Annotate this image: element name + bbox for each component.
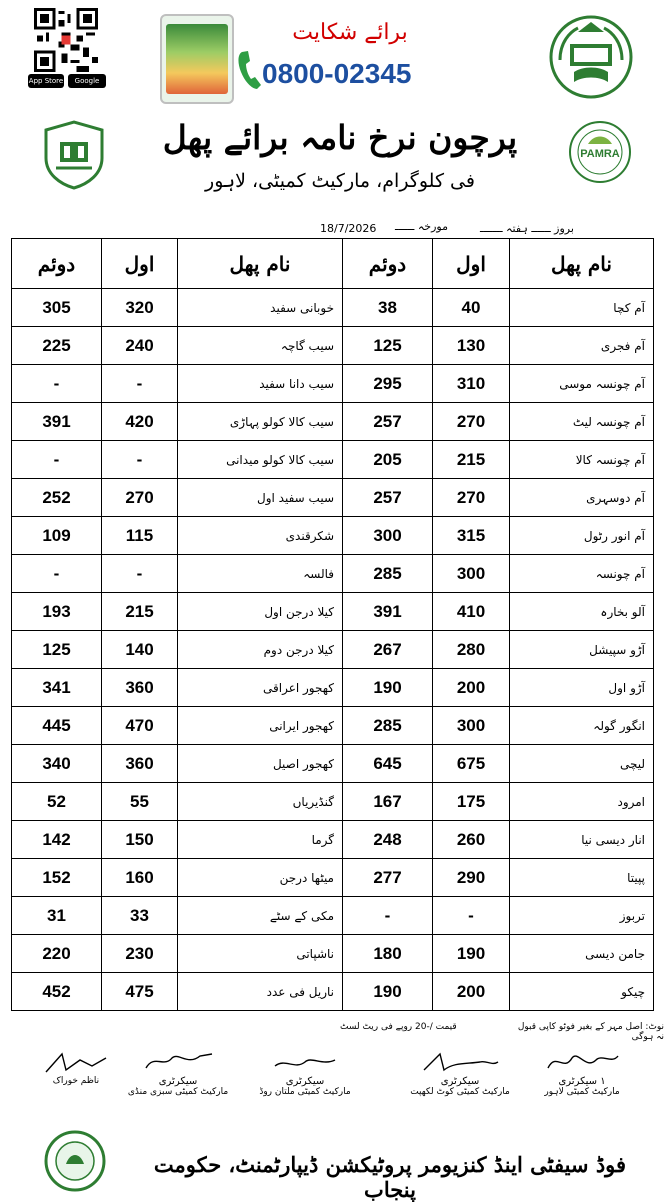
price-second: 252	[12, 479, 102, 517]
price-first: 300	[433, 707, 510, 745]
fruit-name: ناشپاتی	[178, 935, 343, 973]
table-row	[12, 669, 654, 707]
price-second: 257	[343, 403, 433, 441]
fruit-name: کھجور اصیل	[178, 745, 343, 783]
price-second: 248	[343, 821, 433, 859]
price-second: -	[12, 441, 102, 479]
price-second: 225	[12, 327, 102, 365]
table-row	[12, 593, 654, 631]
price-second: 205	[343, 441, 433, 479]
price-second: 125	[343, 327, 433, 365]
fruit-name: چیکو	[510, 973, 654, 1011]
price-second: 31	[12, 897, 102, 935]
price-second: 190	[343, 973, 433, 1011]
price-first: 215	[102, 593, 178, 631]
app-store-badge[interactable]: App Store	[28, 74, 64, 88]
price-first: 130	[433, 327, 510, 365]
fruit-name: آم چونسہ لیٹ	[510, 403, 654, 441]
price-first: 470	[102, 707, 178, 745]
page-subtitle: فی کلوگرام، مارکیٹ کمیٹی، لاہور	[205, 170, 475, 192]
table-row	[12, 403, 654, 441]
price-first: 150	[102, 821, 178, 859]
price-first: 200	[433, 973, 510, 1011]
table-row	[12, 707, 654, 745]
price-first: -	[433, 897, 510, 935]
app-phone-image	[160, 14, 234, 104]
price-first: 675	[433, 745, 510, 783]
price-second: 142	[12, 821, 102, 859]
price-first: -	[102, 555, 178, 593]
price-second: 391	[343, 593, 433, 631]
fruit-name: سیب دانا سفید	[178, 365, 343, 403]
fruit-name: گنڈیریاں	[178, 783, 343, 821]
price-second: 645	[343, 745, 433, 783]
fruit-name: سیب گاچہ	[178, 327, 343, 365]
price-first: 270	[433, 403, 510, 441]
table-row	[12, 327, 654, 365]
price-first: 190	[433, 935, 510, 973]
price-second: -	[12, 365, 102, 403]
food-safety-logo	[44, 1130, 106, 1192]
price-first: 260	[433, 821, 510, 859]
price-first: 175	[433, 783, 510, 821]
fruit-name: انار دیسی نیا	[510, 821, 654, 859]
fruit-name: لیچی	[510, 745, 654, 783]
fruit-name: جامن دیسی	[510, 935, 654, 973]
google-play-badge[interactable]: Google Play	[68, 74, 106, 88]
signature-mark	[420, 1048, 500, 1076]
price-second: 193	[12, 593, 102, 631]
header-first-left: اول	[102, 239, 178, 289]
header-name-left: نام پھل	[178, 239, 343, 289]
pamra-logo	[568, 120, 632, 184]
fruit-name: تربوز	[510, 897, 654, 935]
price-first: 270	[102, 479, 178, 517]
fruit-name: انگور گولہ	[510, 707, 654, 745]
price-second: 285	[343, 555, 433, 593]
table-row	[12, 479, 654, 517]
fruit-name: میٹھا درجن	[178, 859, 343, 897]
price-first: 215	[433, 441, 510, 479]
fruit-name: امرود	[510, 783, 654, 821]
fruit-name: آلو بخارہ	[510, 593, 654, 631]
price-first: 115	[102, 517, 178, 555]
price-first: 40	[433, 289, 510, 327]
table-row	[12, 745, 654, 783]
header-second-right: دوئم	[343, 239, 433, 289]
fruit-name: آڑو سپیشل	[510, 631, 654, 669]
price-second: -	[343, 897, 433, 935]
signature-mark	[542, 1048, 622, 1076]
table-row	[12, 517, 654, 555]
signature-title: سیکرٹری	[158, 1076, 198, 1087]
table-row	[12, 821, 654, 859]
signature-subtitle: ناظم خوراک	[52, 1076, 100, 1086]
price-second: 52	[12, 783, 102, 821]
price-second: 391	[12, 403, 102, 441]
table-row	[12, 973, 654, 1011]
price-second: 300	[343, 517, 433, 555]
price-first: 230	[102, 935, 178, 973]
fruit-name: آم فجری	[510, 327, 654, 365]
signature-block	[16, 1048, 136, 1086]
page-title: پرچون نرخ نامہ برائے پھل	[162, 118, 518, 157]
header-name-right: نام پھل	[510, 239, 654, 289]
table-row	[12, 365, 654, 403]
price-table	[11, 238, 654, 1011]
price-first: -	[102, 441, 178, 479]
fruit-name: ناریل فی عدد	[178, 973, 343, 1011]
signature-title: سیکرٹری	[285, 1076, 325, 1087]
fruit-name: پپیتا	[510, 859, 654, 897]
header-first-right: اول	[433, 239, 510, 289]
signature-block	[118, 1048, 238, 1097]
price-second: 285	[343, 707, 433, 745]
price-note: قیمت /-20 روپے فی ریٹ لسٹ	[340, 1022, 457, 1032]
table-row	[12, 859, 654, 897]
date-label: مورخہ ــــــ	[395, 220, 448, 233]
signature-block	[522, 1048, 642, 1097]
table-row	[12, 897, 654, 935]
signature-title: سیکرٹری	[440, 1076, 480, 1087]
signature-mark	[265, 1048, 345, 1076]
day-label: بروز ــــــ ہفتہ ـــــــ	[480, 222, 574, 235]
price-second: 341	[12, 669, 102, 707]
price-second: 180	[343, 935, 433, 973]
fruit-name: آڑو اول	[510, 669, 654, 707]
fruit-name: خوبانی سفید	[178, 289, 343, 327]
price-first: 315	[433, 517, 510, 555]
price-first: 140	[102, 631, 178, 669]
signature-mark	[138, 1048, 218, 1076]
fruit-name: فالسہ	[178, 555, 343, 593]
fruit-name: سیب کالا کولو میدانی	[178, 441, 343, 479]
signature-mark	[36, 1048, 116, 1076]
table-row	[12, 555, 654, 593]
price-second: 295	[343, 365, 433, 403]
fruit-name: آم چونسہ کالا	[510, 441, 654, 479]
signature-subtitle: مارکیٹ کمیٹی کوٹ لکھپت	[410, 1087, 510, 1097]
fruit-name: سیب کالا کولو پہاڑی	[178, 403, 343, 441]
fruit-name: شکرقندی	[178, 517, 343, 555]
price-first: 310	[433, 365, 510, 403]
fruit-name: کیلا درجن دوم	[178, 631, 343, 669]
price-second: 152	[12, 859, 102, 897]
price-first: 300	[433, 555, 510, 593]
signature-subtitle: مارکیٹ کمیٹی لاہور	[544, 1087, 620, 1097]
fruit-name: کیلا درجن اول	[178, 593, 343, 631]
price-first: 240	[102, 327, 178, 365]
fruit-name: کھجور ایرانی	[178, 707, 343, 745]
price-first: 320	[102, 289, 178, 327]
price-second: 267	[343, 631, 433, 669]
price-second: 220	[12, 935, 102, 973]
photocopy-note: نوٹ: اصل مہر کے بغیر فوٹو کاپی قبول نہ ہوگی	[517, 1022, 664, 1042]
price-first: 200	[433, 669, 510, 707]
signature-block	[245, 1048, 365, 1097]
pamra-logo-text: PAMRA	[580, 148, 620, 160]
fruit-name: سیب سفید اول	[178, 479, 343, 517]
fruit-name: آم کچا	[510, 289, 654, 327]
signature-subtitle: مارکیٹ کمیٹی ملتان روڈ	[259, 1087, 351, 1097]
price-first: 55	[102, 783, 178, 821]
market-committee-logo	[38, 118, 110, 190]
fruit-name: آم چونسہ	[510, 555, 654, 593]
price-first: 33	[102, 897, 178, 935]
table-row	[12, 441, 654, 479]
price-first: 360	[102, 745, 178, 783]
price-first: 160	[102, 859, 178, 897]
price-first: 420	[102, 403, 178, 441]
fruit-name: آم انور رٹول	[510, 517, 654, 555]
signature-title: ۱ سیکرٹری	[558, 1076, 606, 1087]
qr-code[interactable]	[34, 8, 98, 72]
hotline-number[interactable]: 0800-02345	[262, 58, 412, 89]
complaint-label: برائے شکایت	[292, 20, 408, 45]
fruit-name: گرما	[178, 821, 343, 859]
price-second: 257	[343, 479, 433, 517]
price-second: 445	[12, 707, 102, 745]
signature-subtitle: مارکیٹ کمیٹی سبزی منڈی	[127, 1087, 229, 1097]
price-first: 475	[102, 973, 178, 1011]
price-second: 305	[12, 289, 102, 327]
table-row	[12, 289, 654, 327]
price-second: 167	[343, 783, 433, 821]
price-first: 280	[433, 631, 510, 669]
price-second: 340	[12, 745, 102, 783]
fruit-name: کھجور اعراقی	[178, 669, 343, 707]
price-second: 277	[343, 859, 433, 897]
punjab-government-logo	[548, 14, 634, 100]
footer-department: فوڈ سیفٹی اینڈ کنزیومر پروٹیکشن ڈیپارٹمنٹ، حکومت پنجاب	[153, 1152, 627, 1202]
price-second: 190	[343, 669, 433, 707]
table-row	[12, 631, 654, 669]
price-first: 270	[433, 479, 510, 517]
price-first: 360	[102, 669, 178, 707]
table-row	[12, 783, 654, 821]
fruit-name: مکی کے سٹے	[178, 897, 343, 935]
price-first: 410	[433, 593, 510, 631]
price-second: 125	[12, 631, 102, 669]
price-second: 38	[343, 289, 433, 327]
table-header-row	[12, 239, 654, 289]
date-value: 18/7/2026	[320, 222, 377, 235]
table-row	[12, 935, 654, 973]
signature-block	[400, 1048, 520, 1097]
fruit-name: آم دوسہری	[510, 479, 654, 517]
header-second-left: دوئم	[12, 239, 102, 289]
fruit-name: آم چونسہ موسی	[510, 365, 654, 403]
price-second: 452	[12, 973, 102, 1011]
price-first: 290	[433, 859, 510, 897]
price-second: -	[12, 555, 102, 593]
price-second: 109	[12, 517, 102, 555]
price-first: -	[102, 365, 178, 403]
